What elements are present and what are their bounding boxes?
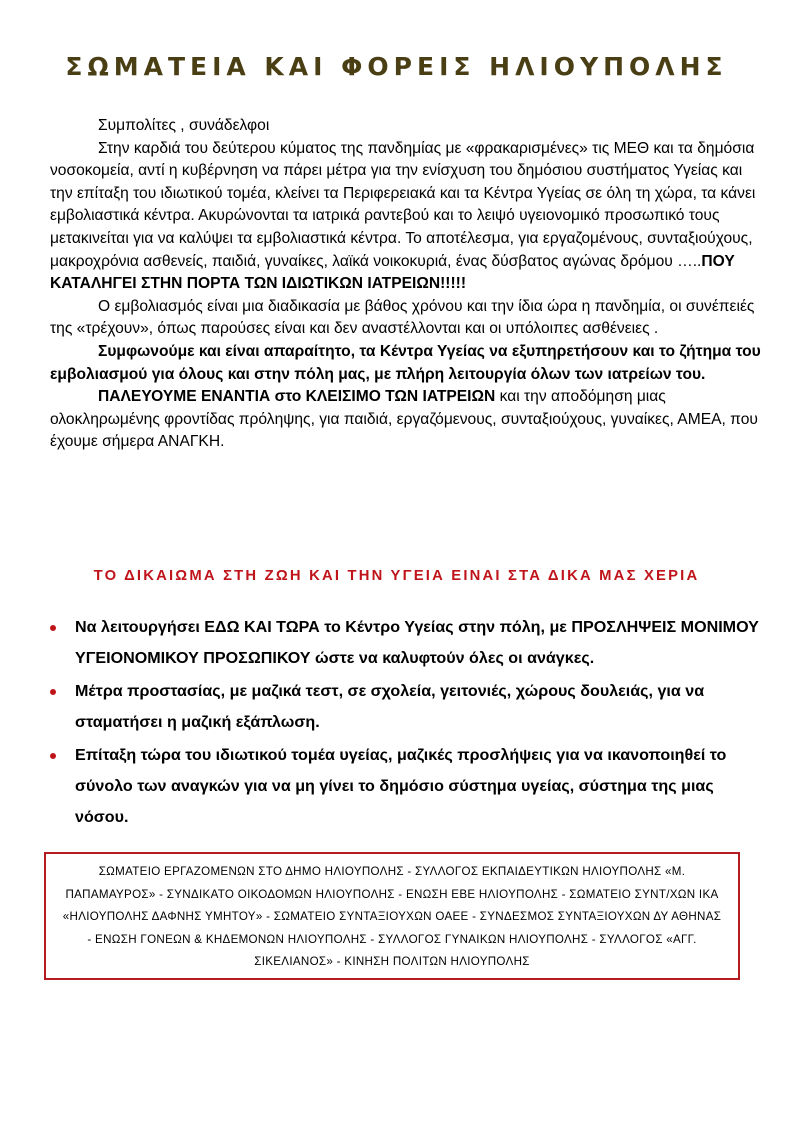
list-item <box>50 740 770 833</box>
demand-text: Να λειτουργήσει ΕΔΩ ΚΑΙ ΤΩΡΑ το Κέντρο Υγείας στην πόλη, με ΠΡΟΣΛΗΨΕΙΣ ΜΟΝΙΜΟΥ ΥΓΕΙΟΝΟΜΙΚΟΥ ΠΡΟΣΩΠΙΚΟΥ ώστε να καλυφτούν όλες οι ανάγκες. <box>75 618 759 667</box>
signatories-box: ΣΩΜΑΤΕΙΟ ΕΡΓΑΖΟΜΕΝΩΝ ΣΤΟ ΔΗΜΟ ΗΛΙΟΥΠΟΛΗΣ - ΣΥΛΛΟΓΟΣ ΕΚΠΑΙΔΕΥΤΙΚΩΝ ΗΛΙΟΥΠΟΛΗΣ «Μ. ΠΑΠΑΜΑΥΡΟΣ» - ΣΥΝΔΙΚΑΤΟ ΟΙΚΟΔΟΜΩΝ ΗΛΙΟΥΠΟΛΗΣ - ΕΝΩΣΗ ΕΒΕ ΗΛΙΟΥΠΟΛΗΣ - ΣΩΜΑΤΕΙΟ ΣΥΝΤ/ΧΩΝ ΙΚΑ «ΗΛΙΟΥΠΟΛΗΣ ΔΑΦΝΗΣ ΥΜΗΤΟΥ» - ΣΩΜΑΤΕΙΟ ΣΥΝΤΑΞΙΟΥΧΩΝ ΟΑΕΕ - ΣΥΝΔΕΣΜΟΣ ΣΥΝΤΑΞΙΟΥΧΩΝ ΔΥ ΑΘΗΝΑΣ - ΕΝΩΣΗ ΓΟΝΕΩΝ & ΚΗΔΕΜΟΝΩΝ ΗΛΙΟΥΠΟΛΗΣ - ΣΥΛΛΟΓΟΣ ΓΥΝΑΙΚΩΝ ΗΛΙΟΥΠΟΛΗΣ - ΣΥΛΛΟΓΟΣ «ΑΓΓ. ΣΙΚΕΛΙΑΝΟΣ» - ΚΙΝΗΣΗ ΠΟΛΙΤΩΝ ΗΛΙΟΥΠΟΛΗΣ <box>44 852 740 980</box>
list-item <box>50 676 770 738</box>
paragraph-4-text: και την αποδόμηση μιας ολοκληρωμένης φροντίδας πρόληψης, για παιδιά, εργαζόμενους, συνταξιούχους, γυναίκες, ΑΜΕΑ, που έχουμε σήμερα ΑΝΑΓΚΗ. <box>50 388 758 451</box>
list-item <box>50 612 770 674</box>
demands-list <box>50 612 770 835</box>
paragraph-2: Ο εμβολιασμός είναι μια διαδικασία με βάθος χρόνου και την ίδια ώρα η πανδημία, οι συνέπειές της «τρέχουν», όπως παρούσες είναι και δεν αναστέλλονται και οι υπόλοιπες ασθένειες . <box>50 297 755 338</box>
demand-text: Μέτρα προστασίας, με μαζικά τεστ, σε σχολεία, γειτονιές, χώρους δουλειάς, για να σταματήσει η μαζική εξάπλωση. <box>75 682 705 731</box>
bullet-dot-icon <box>50 625 56 631</box>
slogan-headline: ΤΟ ΔΙΚΑΙΩΜΑ ΣΤΗ ΖΩΗ ΚΑΙ ΤΗΝ ΥΓΕΙΑ ΕΙΝΑΙ ΣΤΑ ΔΙΚΑ ΜΑΣ ΧΕΡΙΑ <box>93 568 700 584</box>
bullet-dot-icon <box>50 689 56 695</box>
paragraph-3 <box>50 341 762 386</box>
paragraph-4-emphasis: ΠΑΛΕΥΟΥΜΕ ΕΝΑΝΤΙΑ στο ΚΛΕΙΣΙΜΟ ΤΩΝ ΙΑΤΡΕΙΩΝ <box>98 388 496 406</box>
greeting: Συμπολίτες , συνάδελφοι <box>98 117 270 134</box>
letter-body <box>50 115 762 454</box>
paragraph-1 <box>50 138 762 296</box>
paragraph-1-text: Στην καρδιά του δεύτερου κύματος της πανδημίας με «φρακαρισμένες» τις ΜΕΘ και τα δημόσια νοσοκομεία, αντί η κυβέρνηση να πάρει μέτρα για την ενίσχυση του δημόσιου συστήματος Υγείας και την επίταξη του ιδιωτικού τομέα, κλείνει τα Περιφερειακά και τα Κέντρα Υγείας σε όλη τη χώρα, τα κάνει εμβολιαστικά κέντρα. Ακυρώνονται τα ιατρικά ραντεβού και το λειψό υγειονομικό προσωπικό τους μετακινείται για να καλύψει τα εμβολιαστικά κέντρα. Το αποτέλεσμα, για εργαζομένους, συνταξιούχους, μακροχρόνια ασθενείς, παιδιά, γυναίκες, λαϊκά νοικοκυριά, ένας δύσβατος αγώνας δρόμου ….. <box>50 139 756 270</box>
bullet-dot-icon <box>50 753 56 759</box>
paragraph-1-emphasis: ΠΟΥ ΚΑΤΑΛΗΓΕΙ ΣΤΗΝ ΠΟΡΤΑ ΤΩΝ ΙΔΙΩΤΙΚΩΝ ΙΑΤΡΕΙΩΝ!!!!! <box>50 252 735 293</box>
paragraph-4 <box>50 386 762 454</box>
page-title: ΣΩΜΑΤΕΙΑ ΚΑΙ ΦΟΡΕΙΣ ΗΛΙΟΥΠΟΛΗΣ <box>65 52 728 81</box>
demand-text: Επίταξη τώρα του ιδιωτικού τομέα υγείας, μαζικές προσλήψεις για να ικανοποιηθεί το σύνολο των αναγκών για να μη γίνει το δημόσιο σύστημα υγείας, σύστημα της μιας νόσου. <box>75 746 727 826</box>
paragraph-3-emphasis: Συμφωνούμε και είναι απαραίτητο, τα Κέντρα Υγείας να εξυπηρετήσουν και το ζήτημα του εμβολιασμού για όλους και στην πόλη μας, με πλήρη λειτουργία όλων των ιατρείων του. <box>50 342 761 383</box>
